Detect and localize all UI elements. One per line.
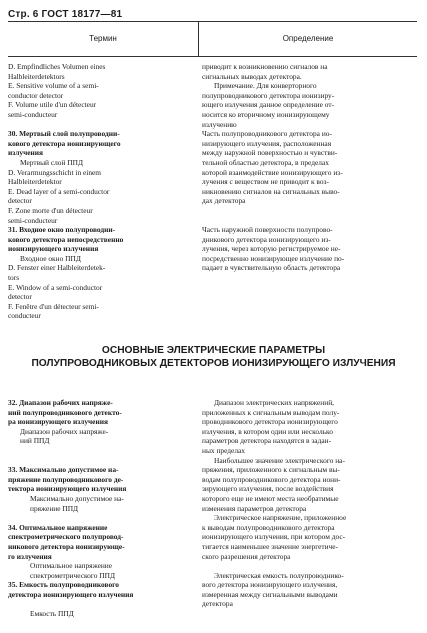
definition-line: ющего излучения данное определение от- <box>202 100 335 110</box>
term-line: Мертвый слой ППД <box>20 157 84 167</box>
term-line: пряжение полупроводникового де- <box>8 474 124 484</box>
definition-line: Электрическое напряжение, приложенное <box>214 513 347 523</box>
term-line: 31. Входное окно полупроводни- <box>8 225 116 235</box>
term-line: Halbleiterdetektor <box>8 177 62 187</box>
term-line: го излучения <box>8 551 52 561</box>
definition-line: тельной областью детектора, в пределах <box>202 157 329 167</box>
term-line: detector <box>8 196 32 206</box>
term-line: пряжение ППД <box>30 503 79 513</box>
definition-line: излучения, в котором один или несколько <box>202 426 333 436</box>
term-line: Емкость ППД <box>30 609 74 619</box>
section-title-line: ПОЛУПРОВОДНИКОВЫХ ДЕТЕКТОРОВ ИОНИЗИРУЮЩЕГО ИЗЛУЧЕНИЯ <box>31 358 396 369</box>
definition-line: вого детектора ионизирующего излучения, <box>202 580 338 590</box>
term-line: ра ионизирующего излучения <box>8 417 108 427</box>
term-line: conductor detector <box>8 90 64 100</box>
column-header-term: Термин <box>89 34 117 43</box>
definition-line: зирующего излучения, после воздействия <box>202 484 334 494</box>
upper-terms-block <box>8 62 194 321</box>
term-line: Оптимальное напряжение <box>30 561 113 571</box>
term-line <box>8 513 194 523</box>
definition-line: дникового детектора ионизирующего из- <box>202 234 331 244</box>
term-line: ний полупроводникового детекто- <box>8 407 122 417</box>
term-line: tors <box>8 273 20 283</box>
term-line: 34. Оптимальное напряжение <box>8 522 108 532</box>
term-line: 30. Мертвый слой полупроводни- <box>8 129 120 139</box>
term-line: Halbleiterdetektors <box>8 71 65 81</box>
term-line: 32. Диапазон рабочих напряже- <box>8 398 113 407</box>
upper-definitions-block <box>202 62 419 273</box>
term-line: semi-conducteur <box>8 109 58 119</box>
definition-line: изменения параметров детектора <box>202 503 307 513</box>
definition-line: Электрическая емкость полупроводнико- <box>214 570 344 580</box>
term-line: излучения <box>8 148 44 158</box>
term-line: E. Dead layer of a semi-conductor <box>8 186 110 196</box>
definition-line: падает в чувствительную область детектора <box>202 263 341 273</box>
term-line: Максимально допустимое на- <box>30 493 124 503</box>
term-line: 33. Максимально допустимое на- <box>8 465 119 475</box>
definition-line: ского разрешения детектора <box>202 551 291 561</box>
definition-line <box>202 561 419 571</box>
definition-line: ионизирующего излучения, при котором дос- <box>202 532 346 542</box>
term-line: F. Volume utile d'un détecteur <box>8 100 97 110</box>
term-line: никового детектора ионизирующе- <box>8 541 125 551</box>
term-line: тектора ионизирующего излучения <box>8 484 127 494</box>
definition-line: лучения, через которую регистрируемое не- <box>202 244 341 254</box>
definition-line: ных пределах <box>202 445 246 455</box>
definition-line: Диапазон электрических напряжений, <box>214 398 334 407</box>
term-line: спектрометрического ППД <box>30 570 115 580</box>
definition-line <box>202 206 419 216</box>
definition-line: пряжения, приложенного к сигнальным вы- <box>202 465 340 475</box>
term-line: ионизирующего излучения <box>8 244 99 254</box>
term-line: детектора ионизирующего излучения <box>8 589 134 599</box>
definition-line: детектора <box>202 599 233 609</box>
term-line: кового детектора непосредственно <box>8 234 124 244</box>
term-line: detector <box>8 292 32 302</box>
term-line: Входное окно ППД <box>20 253 81 263</box>
term-line: F. Fenêtre d'un détecteur semi- <box>8 301 99 311</box>
definition-line: Примечание. Для конверторного <box>214 81 317 91</box>
definition-line: параметров детектора находятся в задан- <box>202 436 332 446</box>
definition-line: между наружной поверхностью и чувстви- <box>202 148 338 158</box>
definition-line: приложенных к сигнальным выводам полу- <box>202 407 340 417</box>
term-line: E. Sensitive volume of a semi- <box>8 81 99 91</box>
definition-line: носится ко вторичному ионизирующему <box>202 109 330 119</box>
definition-line: дах детектора <box>202 196 246 206</box>
definition-line: которого еще не имеют места необратимые <box>202 493 339 503</box>
definition-line: Часть наружной поверхности полупрово- <box>202 225 333 235</box>
term-line: F. Zone morte d'un détecteur <box>8 205 93 215</box>
definition-line: низирующего излучения, расположенная <box>202 138 332 148</box>
term-line: кового детектора ионизирующего <box>8 138 121 148</box>
definition-line: посредственно ионизирующее излучение по- <box>202 253 345 263</box>
lower-definitions-block <box>202 398 419 609</box>
lower-terms-block <box>8 398 194 619</box>
definition-line: излучению <box>202 119 237 129</box>
definition-line: к выводам полупроводникового детектора <box>202 522 335 532</box>
term-line: ний ППД <box>20 436 50 446</box>
term-line: 35. Емкость полупроводникового <box>8 580 120 590</box>
definition-line: приводит к возникновению сигналов на <box>202 62 328 71</box>
term-line: semi-conducteur <box>8 215 58 225</box>
term-line <box>8 599 194 609</box>
definition-line: полупроводникового детектора ионизиру- <box>202 90 335 100</box>
term-line: D. Fenster einer Halbleiterdetek- <box>8 263 106 273</box>
column-header-definition: Определение <box>282 34 334 43</box>
definition-line: лучения с веществом не приводит к воз- <box>202 177 329 187</box>
term-line: E. Window of a semi-conductor <box>8 282 103 292</box>
definition-line: тигается наименьшее значение энергетиче- <box>202 541 339 551</box>
definition-line: измеренная между сигнальными выводами <box>202 589 338 599</box>
term-line <box>8 446 194 456</box>
term-line: Диапазон рабочих напряже- <box>20 426 109 436</box>
definition-line: никновению сигналов на сигнальных выво- <box>202 186 340 196</box>
definition-line: водам полупроводникового детектора иони- <box>202 474 341 484</box>
term-line: conducteur <box>8 311 41 321</box>
term-line <box>8 456 194 466</box>
definition-line: Наибольшее значение электрического на- <box>214 455 345 465</box>
term-line: D. Empfindliches Volumen eines <box>8 62 106 71</box>
definition-line: сигнальных выводах детектора. <box>202 71 302 81</box>
definition-line: проводникового детектора ионизирующего <box>202 417 338 427</box>
definition-line <box>202 216 419 226</box>
section-title <box>0 344 427 370</box>
section-title-line: ОСНОВНЫЕ ЭЛЕКТРИЧЕСКИЕ ПАРАМЕТРЫ <box>101 345 326 356</box>
page-header: Стр. 6 ГОСТ 18177—81 <box>8 9 123 20</box>
term-line <box>8 120 194 130</box>
term-line: D. Verarmungsschicht in einem <box>8 167 102 177</box>
definition-line: Часть полупроводникового детектора ио- <box>202 129 332 139</box>
term-line: спектрометрического полупровод- <box>8 532 124 542</box>
table-header <box>8 21 417 57</box>
definition-line: которой взаимодействие ионизирующего из- <box>202 167 343 177</box>
